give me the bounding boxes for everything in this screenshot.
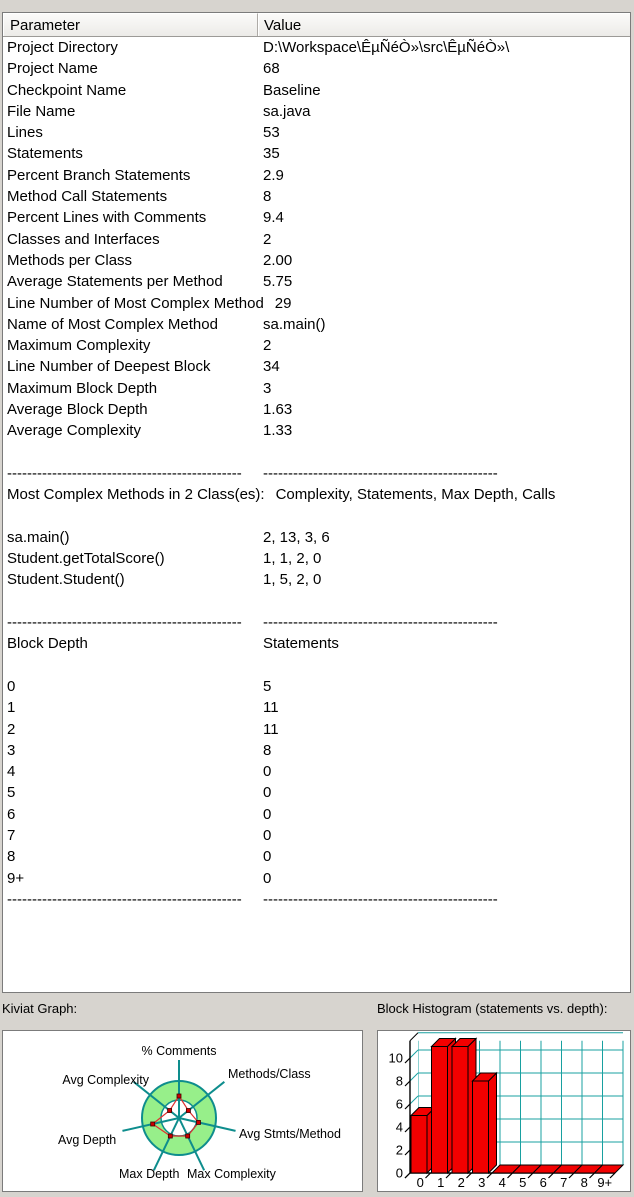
table-row	[3, 186, 630, 207]
x-tick	[446, 1173, 451, 1178]
value-cell: 11	[263, 720, 279, 738]
y-tick	[405, 1081, 410, 1086]
table-row	[3, 37, 630, 58]
parameter-cell: Block Depth	[7, 635, 88, 653]
value-cell: 11	[263, 699, 279, 717]
parameter-cell: 4	[7, 763, 16, 781]
parameter-cell: Lines	[7, 124, 43, 142]
x-tick-label: 7	[560, 1175, 568, 1190]
parameter-cell: Name of Most Complex Method	[7, 315, 218, 333]
hist-bar	[432, 1047, 448, 1174]
parameter-cell: -----------------------------------------------	[7, 614, 242, 632]
x-tick-label: 9+	[597, 1175, 613, 1190]
parameter-cell	[3, 442, 258, 463]
value-cell: sa.main()	[263, 315, 326, 333]
kiviat-data-point	[151, 1122, 155, 1126]
table-row	[3, 101, 630, 122]
value-cell: 5.75	[263, 273, 293, 291]
value-cell: 2	[263, 337, 272, 355]
table-row	[3, 442, 630, 463]
table-row	[3, 782, 630, 803]
kiviat-axis-label: Max Depth	[119, 1167, 180, 1181]
value-cell: 1, 5, 2, 0	[263, 571, 322, 589]
y-tick-label: 10	[388, 1050, 403, 1066]
x-tick-label: 6	[539, 1175, 547, 1190]
x-tick	[549, 1173, 554, 1178]
kiviat-axis-label: Max Complexity	[187, 1167, 276, 1181]
x-tick	[426, 1173, 431, 1178]
table-row	[3, 676, 630, 697]
y-tick-label: 2	[395, 1142, 403, 1158]
value-cell: Baseline	[263, 81, 321, 99]
table-row	[3, 293, 630, 314]
table-row	[3, 165, 630, 186]
parameter-cell: sa.main()	[7, 528, 70, 546]
kiviat-caption: Kiviat Graph:	[2, 1001, 78, 1016]
parameter-cell: Line Number of Deepest Block	[7, 358, 211, 376]
table-row	[3, 229, 630, 250]
value-cell: 2.9	[263, 166, 284, 184]
parameter-cell: Maximum Complexity	[7, 337, 151, 355]
hist-bar-side	[489, 1073, 497, 1173]
table-row	[3, 527, 630, 548]
table-row	[3, 612, 630, 633]
parameter-cell	[3, 655, 258, 676]
y-tick-label: 8	[395, 1073, 403, 1089]
y-tick-label: 0	[395, 1165, 403, 1181]
parameter-cell: 7	[7, 826, 16, 844]
table-row	[3, 207, 630, 228]
kiviat-data-point	[196, 1120, 200, 1124]
block-histogram	[378, 1031, 630, 1191]
parameter-cell: Project Name	[7, 60, 98, 78]
parameter-cell: 2	[7, 720, 16, 738]
value-cell: 8	[263, 188, 272, 206]
value-cell: 5	[263, 677, 272, 695]
y-tick	[405, 1127, 410, 1132]
value-cell: -----------------------------------------------	[263, 464, 498, 482]
table-row	[3, 420, 630, 441]
kiviat-data-point	[168, 1134, 172, 1138]
kiviat-graph-panel	[2, 1030, 363, 1192]
kiviat-axis-label: Methods/Class	[228, 1067, 311, 1081]
value-cell: 2	[263, 230, 272, 248]
kiviat-graph	[3, 1031, 362, 1191]
table-row	[3, 569, 630, 590]
value-cell: 0	[263, 869, 272, 887]
value-cell: 0	[263, 848, 272, 866]
metrics-table-panel	[2, 12, 631, 993]
table-row	[3, 143, 630, 164]
x-tick	[590, 1173, 595, 1178]
block-histogram-panel	[377, 1030, 631, 1192]
x-tick-label: 8	[580, 1175, 588, 1190]
table-row	[3, 889, 630, 910]
parameter-cell: Classes and Interfaces	[7, 230, 160, 248]
kiviat-axis-label: Avg Stmts/Method	[239, 1127, 341, 1141]
kiviat-data-point	[168, 1109, 172, 1113]
parameter-cell: 9+	[7, 869, 25, 887]
value-cell: 1, 1, 2, 0	[263, 550, 322, 568]
y-tick	[405, 1058, 410, 1063]
table-row	[3, 271, 630, 292]
hist-bar	[473, 1081, 489, 1173]
value-cell: 9.4	[263, 209, 284, 227]
parameter-cell: Project Directory	[7, 39, 118, 56]
parameter-cell: 5	[7, 784, 16, 802]
kiviat-data-point	[177, 1094, 181, 1098]
table-row	[3, 591, 630, 612]
kiviat-data-point	[186, 1134, 190, 1138]
parameter-cell: Methods per Class	[7, 251, 133, 269]
x-tick-label: 0	[416, 1175, 424, 1190]
parameter-cell: Student.Student()	[7, 571, 125, 589]
value-cell	[258, 506, 263, 527]
table-row	[3, 868, 630, 889]
table-header	[3, 13, 630, 37]
table-row	[3, 80, 630, 101]
table-row	[3, 804, 630, 825]
parameter-cell: Average Statements per Method	[7, 273, 223, 291]
value-cell: 0	[263, 784, 272, 802]
table-row	[3, 335, 630, 356]
table-row	[3, 399, 630, 420]
parameter-cell: Checkpoint Name	[7, 81, 127, 99]
kiviat-axis-label: % Comments	[141, 1044, 217, 1058]
table-row	[3, 548, 630, 569]
parameter-cell: Maximum Block Depth	[7, 379, 158, 397]
table-row	[3, 506, 630, 527]
value-cell: 1.33	[263, 422, 293, 440]
parameter-cell: -----------------------------------------------	[7, 464, 242, 482]
table-row	[3, 314, 630, 335]
parameter-cell: Statements	[7, 145, 83, 163]
hist-bar	[411, 1116, 427, 1174]
value-cell	[258, 655, 263, 676]
table-row	[3, 719, 630, 740]
table-row	[3, 846, 630, 867]
value-cell: 2, 13, 3, 6	[263, 528, 330, 546]
x-tick	[528, 1173, 533, 1178]
value-cell: -----------------------------------------------	[263, 890, 498, 908]
table-row	[3, 740, 630, 761]
value-cell: sa.java	[263, 102, 311, 120]
parameter-cell: 8	[7, 848, 16, 866]
table-row	[3, 633, 630, 654]
parameter-cell: Average Complexity	[7, 422, 141, 440]
parameter-cell: 1	[7, 699, 16, 717]
table-row	[3, 655, 630, 676]
y-tick-label: 6	[395, 1096, 403, 1112]
parameter-cell: -----------------------------------------------	[7, 890, 242, 908]
value-cell: 0	[263, 763, 272, 781]
value-cell: 1.63	[263, 401, 293, 419]
parameter-cell	[3, 591, 258, 612]
value-cell: 68	[263, 60, 280, 78]
table-row	[3, 356, 630, 377]
parameter-cell: 6	[7, 805, 16, 823]
parameter-cell: Most Complex Methods in 2 Class(es):	[7, 486, 265, 504]
value-cell: D:\Workspace\ÊµÑéÒ»\src\ÊµÑéÒ»\	[263, 39, 510, 56]
parameter-cell: Percent Lines with Comments	[7, 209, 207, 227]
x-tick	[487, 1173, 492, 1178]
value-cell: 53	[263, 124, 280, 142]
value-cell: 0	[263, 805, 272, 823]
kiviat-axis-label: Avg Complexity	[62, 1073, 149, 1087]
x-tick-label: 2	[457, 1175, 465, 1190]
y-tick-label: 4	[395, 1119, 403, 1135]
parameter-cell: Percent Branch Statements	[7, 166, 191, 184]
x-tick	[569, 1173, 574, 1178]
value-cell	[258, 591, 263, 612]
x-tick	[405, 1173, 410, 1178]
x-tick	[467, 1173, 472, 1178]
kiviat-data-point	[186, 1109, 190, 1113]
x-tick-label: 3	[478, 1175, 486, 1190]
value-cell: 8	[263, 741, 272, 759]
value-cell: 35	[263, 145, 280, 163]
value-cell: -----------------------------------------------	[263, 614, 498, 632]
parameter-cell: Method Call Statements	[7, 188, 168, 206]
table-row	[3, 58, 630, 79]
y-tick	[405, 1150, 410, 1155]
hist-bar	[452, 1047, 468, 1174]
parameter-cell: 3	[7, 741, 16, 759]
table-row	[3, 484, 630, 505]
parameter-cell	[3, 506, 258, 527]
value-cell: Complexity, Statements, Max Depth, Calls	[275, 486, 556, 504]
value-cell: 29	[274, 294, 292, 312]
parameter-cell: File Name	[7, 102, 76, 120]
x-tick	[508, 1173, 513, 1178]
value-cell: 34	[263, 358, 280, 376]
kiviat-axis-label: Avg Depth	[58, 1133, 117, 1147]
parameter-cell: Line Number of Most Complex Method	[7, 294, 264, 312]
histogram-caption: Block Histogram (statements vs. depth):	[377, 1001, 608, 1016]
x-tick-label: 1	[437, 1175, 445, 1190]
value-cell: 3	[263, 379, 272, 397]
y-tick	[405, 1104, 410, 1109]
value-cell: 0	[263, 826, 272, 844]
value-cell	[258, 442, 263, 463]
table-row	[3, 761, 630, 782]
table-row	[3, 122, 630, 143]
table-row	[3, 463, 630, 484]
parameter-cell: Average Block Depth	[7, 401, 148, 419]
column-header-value[interactable]: Value	[258, 13, 630, 36]
value-cell: Statements	[263, 635, 339, 653]
table-row	[3, 697, 630, 718]
x-tick-label: 4	[498, 1175, 506, 1190]
parameter-cell: 0	[7, 677, 16, 695]
column-header-parameter[interactable]: Parameter	[3, 13, 258, 36]
parameter-cell: Student.getTotalScore()	[7, 550, 165, 568]
table-row	[3, 825, 630, 846]
value-cell: 2.00	[263, 251, 293, 269]
table-body	[3, 37, 630, 910]
table-row	[3, 378, 630, 399]
x-tick-label: 5	[519, 1175, 527, 1190]
table-row	[3, 250, 630, 271]
